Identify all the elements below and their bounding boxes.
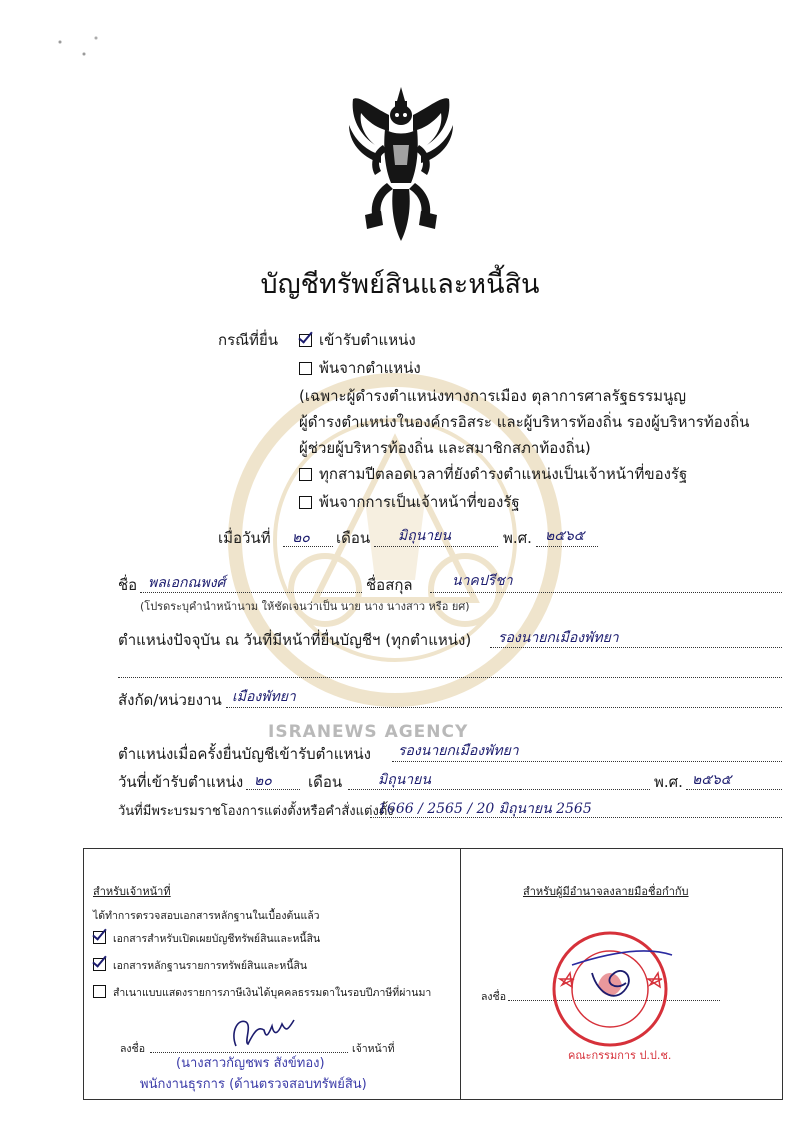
case-option-enter[interactable] bbox=[299, 328, 416, 352]
case-label: กรณีที่ยื่น bbox=[218, 331, 278, 349]
start-year-label: พ.ศ. bbox=[654, 773, 683, 791]
agency-value: เมืองพัทยา bbox=[232, 689, 296, 705]
officer-signer-name: (นางสาวกัญชพร สังข์ทอง) bbox=[176, 1056, 325, 1071]
case-option-label: เข้ารับตำแหน่ง bbox=[319, 331, 416, 349]
case-option-label: ทุกสามปีตลอดเวลาที่ยังดำรงตำแหน่งเป็นเจ้าหน้าที่ของรัฐ bbox=[319, 465, 688, 483]
checkbox-checked-icon[interactable] bbox=[93, 958, 106, 971]
officer-heading: สำหรับเจ้าหน้าที่ bbox=[93, 885, 171, 898]
case-option-label: พ้นจากตำแหน่ง bbox=[319, 359, 421, 377]
last-name-label: ชื่อสกุล bbox=[366, 576, 413, 594]
official-stamp bbox=[532, 925, 692, 1055]
first-name-label: ชื่อ bbox=[118, 576, 138, 594]
officer-item[interactable] bbox=[93, 984, 431, 1001]
date-year-label: พ.ศ. bbox=[503, 529, 532, 547]
case-option-leave-official[interactable] bbox=[299, 490, 520, 514]
officer-item-label: สำเนาแบบแสดงรายการภาษีเงินได้บุคคลธรรมดาในรอบปีภาษีที่ผ่านมา bbox=[113, 987, 432, 999]
page-title: บัญชีทรัพย์สินและหนี้สิน bbox=[260, 269, 540, 300]
checkbox-icon[interactable] bbox=[299, 468, 312, 481]
start-month-label: เดือน bbox=[308, 773, 343, 791]
date-month-value: มิถุนายน bbox=[398, 528, 451, 544]
date-year-value: ๒๕๖๕ bbox=[545, 528, 585, 544]
order-value: 1666 / 2565 / 20 มิถุนายน 2565 bbox=[378, 801, 592, 817]
case-note-line: ผู้ช่วยผู้บริหารท้องถิ่น และสมาชิกสภาท้องถิ่น) bbox=[299, 439, 591, 457]
start-date-label: วันที่เข้ารับตำแหน่ง bbox=[118, 773, 244, 791]
case-note-line: ผู้ดำรงตำแหน่งในองค์กรอิสระ และผู้บริหารท้องถิ่น รองผู้บริหารท้องถิ่น bbox=[299, 413, 750, 431]
start-month-value: มิถุนายน bbox=[378, 772, 431, 788]
officer-item[interactable] bbox=[93, 957, 307, 974]
officer-item[interactable] bbox=[93, 930, 320, 947]
date-day-value: ๒๐ bbox=[292, 530, 310, 546]
stamp-text: คณะกรรมการ ป.ป.ช. bbox=[568, 1049, 672, 1062]
garuda-emblem-icon bbox=[345, 85, 457, 245]
checkbox-icon[interactable] bbox=[299, 362, 312, 375]
authority-heading: สำหรับผู้มีอำนาจลงลายมือชื่อกำกับ bbox=[523, 885, 689, 898]
first-name-value: พลเอกณพงศ์ bbox=[148, 575, 226, 591]
officer-item-label: เอกสารสำหรับเปิดเผยบัญชีทรัพย์สินและหนี้สิน bbox=[113, 933, 321, 945]
current-position-label: ตำแหน่งปัจจุบัน ณ วันที่มีหน้าที่ยื่นบัญชีฯ (ทุกตำแหน่ง) bbox=[118, 631, 472, 649]
date-month-label: เดือน bbox=[336, 529, 371, 547]
case-note-line: (เฉพาะผู้ดำรงตำแหน่งทางการเมือง ตุลาการศาลรัฐธรรมนูญ bbox=[299, 387, 687, 405]
scan-speckle bbox=[48, 30, 108, 70]
name-hint: (โปรดระบุคำนำหน้านาม ให้ชัดเจนว่าเป็น นาย นาง นางสาว หรือ ยศ) bbox=[140, 600, 470, 613]
authority-sign-label: ลงชื่อ bbox=[481, 991, 506, 1003]
checkbox-checked-icon[interactable] bbox=[299, 334, 312, 347]
case-option-label: พ้นจากการเป็นเจ้าหน้าที่ของรัฐ bbox=[319, 493, 520, 511]
checkbox-checked-icon[interactable] bbox=[93, 931, 106, 944]
order-label: วันที่มีพระบรมราชโองการแต่งตั้งหรือคำสั่งแต่งตั้ง bbox=[118, 804, 394, 819]
case-option-leave[interactable] bbox=[299, 356, 421, 380]
first-position-label: ตำแหน่งเมื่อครั้งยื่นบัญชีเข้ารับตำแหน่ง bbox=[118, 745, 371, 763]
officer-signer-position: พนักงานธุรการ (ด้านตรวจสอบทรัพย์สิน) bbox=[140, 1077, 367, 1092]
agency-label: สังกัด/หน่วยงาน bbox=[118, 691, 222, 709]
checkbox-icon[interactable] bbox=[299, 496, 312, 509]
last-name-value: นาคปรีชา bbox=[452, 573, 513, 589]
checkbox-icon[interactable] bbox=[93, 985, 106, 998]
officer-signature bbox=[228, 1012, 308, 1054]
officer-intro: ได้ทำการตรวจสอบเอกสารหลักฐานในเบื้องต้นแล้ว bbox=[93, 910, 320, 922]
date-day-label: เมื่อวันที่ bbox=[218, 529, 271, 547]
start-day-value: ๒๐ bbox=[254, 773, 272, 789]
first-position-value: รองนายกเมืองพัทยา bbox=[398, 743, 519, 759]
current-position-value: รองนายกเมืองพัทยา bbox=[498, 630, 619, 646]
start-year-value: ๒๕๖๕ bbox=[692, 772, 732, 788]
officer-sign-role: เจ้าหน้าที่ bbox=[352, 1043, 395, 1055]
watermark-text: ISRANEWS AGENCY bbox=[268, 722, 469, 742]
case-option-three-years[interactable] bbox=[299, 462, 687, 486]
officer-sign-label: ลงชื่อ bbox=[120, 1043, 145, 1055]
officer-item-label: เอกสารหลักฐานรายการทรัพย์สินและหนี้สิน bbox=[113, 960, 308, 972]
